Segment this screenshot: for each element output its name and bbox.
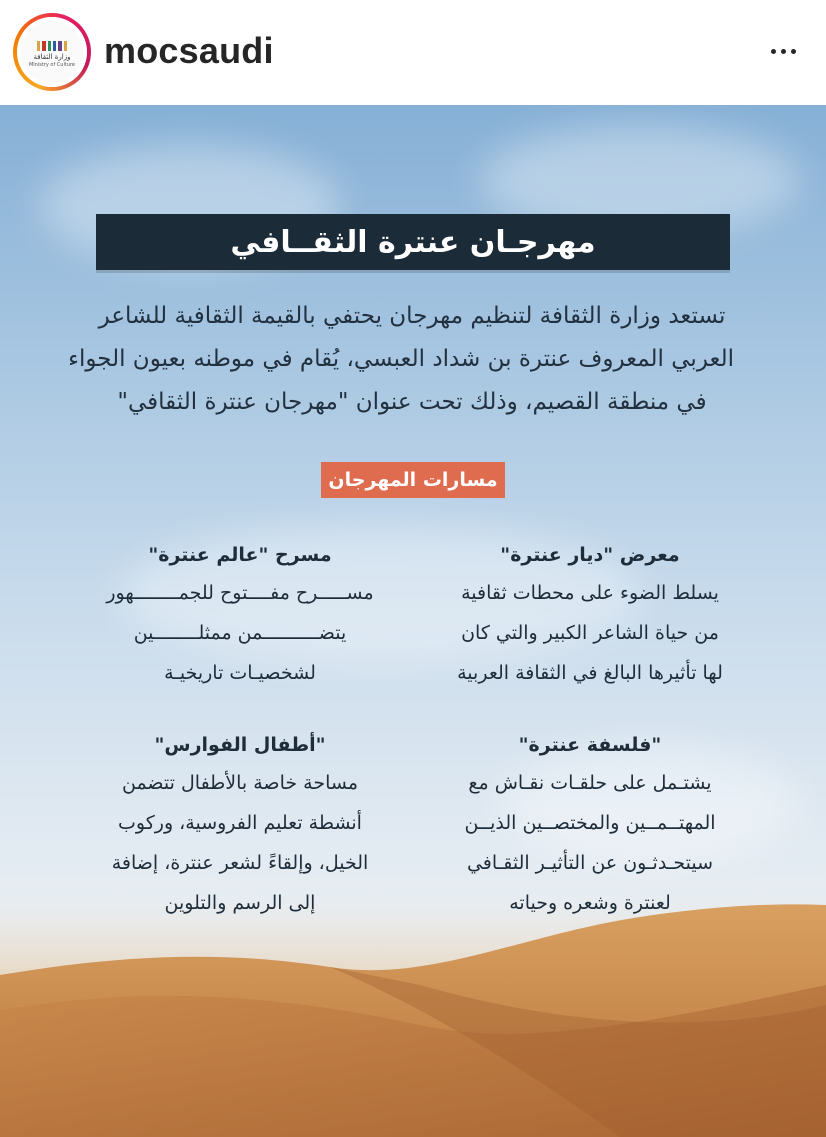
track-line: يتضــــــــــمن ممثلــــــــين (133, 622, 347, 644)
post-image (0, 105, 826, 1137)
account-username[interactable]: mocsaudi (104, 30, 274, 71)
track-line: الخيل، وإلقاءً لشعر عنترة، إضافة (111, 852, 369, 874)
logo-text-ar: وزارة الثقافة (33, 53, 71, 61)
tracks-label: مسارات المهرجان (328, 469, 498, 491)
track-line: يشتـمل على حلقـات نقـاش مع (468, 772, 712, 794)
profile-avatar[interactable] (13, 13, 91, 91)
intro-paragraph (68, 295, 734, 424)
track-line: سيتحـدثـون عن التأثيـر الثقـافي (466, 852, 714, 874)
track-line: لشخصيـات تاريخيـة (164, 662, 316, 684)
track-theater (90, 537, 390, 693)
track-line: أنشطة تعليم الفروسية، وركوب (118, 812, 362, 834)
track-line: مســـــرح مفــــتوح للجمــــــــهور (106, 582, 374, 604)
festival-title-banner (96, 214, 730, 270)
track-title: "فلسفة عنترة" (518, 734, 662, 756)
track-line: لعنترة وشعره وحياته (509, 892, 671, 914)
track-line: من حياة الشاعر الكبير والتي كان (461, 622, 719, 644)
track-line: إلى الرسم والتلوين (164, 892, 316, 914)
post-header (0, 0, 826, 105)
intro-line: تستعد وزارة الثقافة لتنظيم مهرجان يحتفي بالقيمة الثقافية للشاعر (98, 303, 726, 329)
more-options-icon[interactable] (758, 34, 808, 68)
intro-line: في منطقة القصيم، وذلك تحت عنوان "مهرجان عنترة الثقافي" (117, 389, 707, 415)
logo-bars-icon (37, 41, 67, 51)
festival-title: مهرجـان عنترة الثقــافي (230, 224, 596, 260)
track-line: يسلط الضوء على محطات ثقافية (461, 582, 719, 604)
track-title: معرض "ديار عنترة" (500, 544, 680, 566)
intro-line: العربي المعروف عنترة بن شداد العبسي، يُقام في موطنه بعيون الجواء (68, 346, 734, 372)
track-title: "أطفال الفوارس" (154, 734, 326, 756)
track-line: مساحة خاصة بالأطفال تتضمن (121, 772, 358, 794)
track-exhibition (440, 537, 740, 693)
ministry-logo (21, 21, 83, 83)
tracks-label-badge (321, 462, 505, 498)
track-line: لها تأثيرها البالغ في الثقافة العربية (457, 662, 723, 684)
logo-text-en: Ministry of Culture (28, 62, 76, 68)
track-philosophy (440, 727, 740, 923)
track-line: المهتــمــين والمختصــين الذيــن (464, 812, 716, 834)
track-title: مسرح "عالم عنترة" (148, 544, 332, 566)
track-knights-children (90, 727, 390, 923)
